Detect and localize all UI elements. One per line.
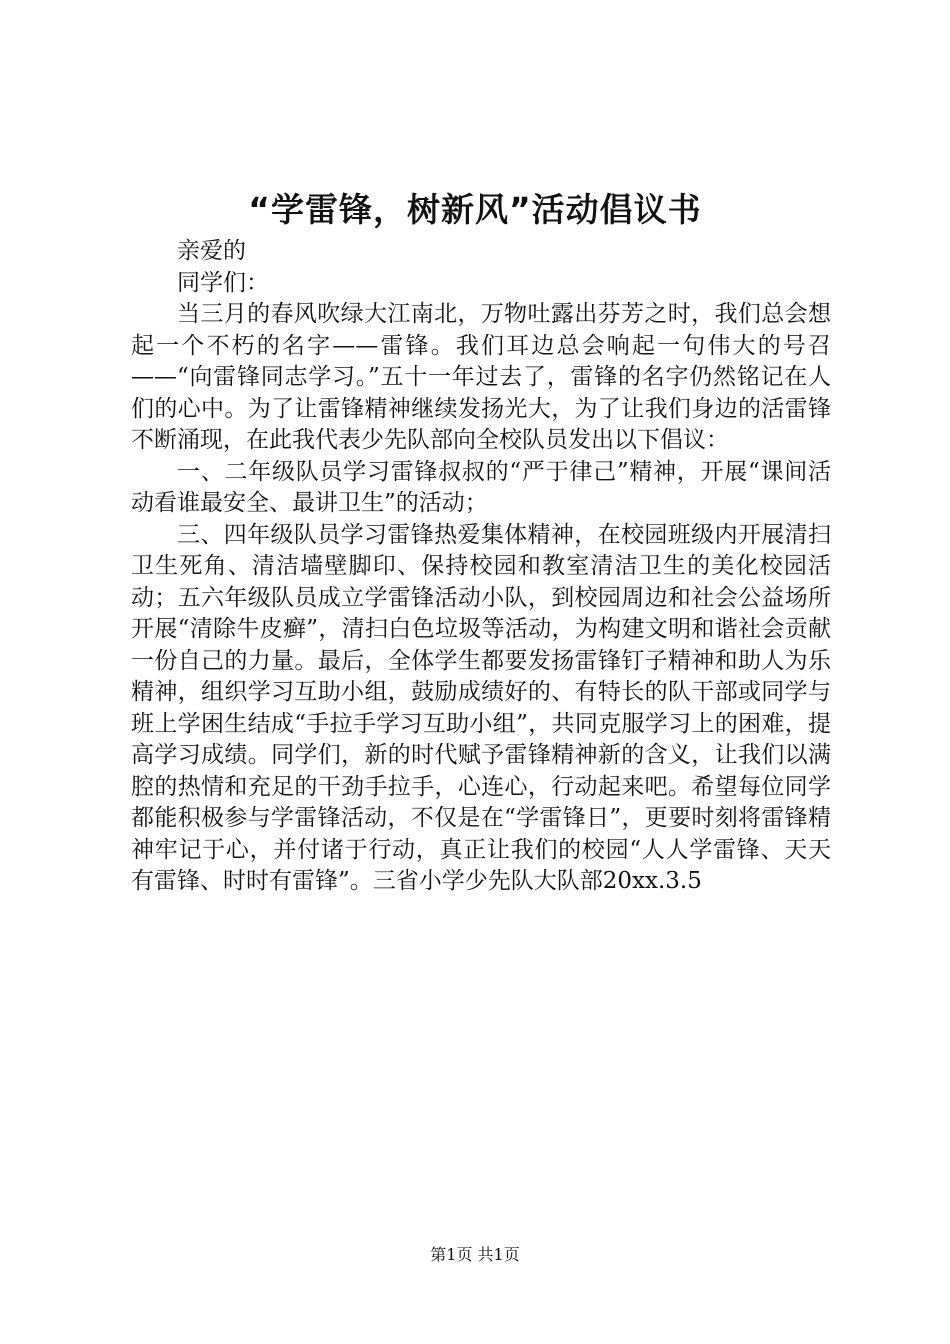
- paragraph-intro: 当三月的春风吹绿大江南北，万物吐露出芬芳之时，我们总会想起一个不朽的名字——雷锋。我们耳边总会响起一句伟大的号召——“向雷锋同志学习。”五十一年过去了，雷锋的名字仍然铭记在人们的心中。为了让雷锋精神继续发扬光大，为了让我们身边的活雷锋不断涌现，在此我代表少先队部向全校队员发出以下倡议：: [131, 301, 831, 453]
- salutation-line-1: 亲爱的: [177, 238, 246, 264]
- salutation-line-2: 同学们：: [177, 269, 269, 296]
- document-title: “学雷锋，树新风”活动倡议书: [248, 190, 702, 229]
- document-body: [131, 236, 831, 898]
- paragraph-initiative-1: 一、二年级队员学习雷锋叔叔的“严于律己”精神，开展“课间活动看谁最安全、最讲卫生”的活动；: [131, 458, 831, 516]
- page-number-footer: 第1页 共1页: [430, 1245, 520, 1264]
- paragraph-initiative-2: 三、四年级队员学习雷锋热爱集体精神，在校园班级内开展清扫卫生死角、清洁墙壁脚印、保持校园和教室清洁卫生的美化校园活动；五六年级队员成立学雷锋活动小队，到校园周边和社会公益场所开展“清除牛皮癣”，清扫白色垃圾等活动，为构建文明和谐社会贡献一份自己的力量。最后，全体学生都要发扬雷锋钉子精神和助人为乐精神，组织学习互助小组，鼓励成绩好的、有特长的队干部或同学与班上学困生结成“手拉手学习互助小组”，共同克服学习上的困难，提高学习成绩。同学们，新的时代赋予雷锋精神新的含义，让我们以满腔的热情和充足的干劲手拉手，心连心，行动起来吧。希望每位同学都能积极参与学雷锋活动，不仅是在“学雷锋日”，更要时刻将雷锋精神牢记于心，并付诸于行动，真正让我们的校园“人人学雷锋、天天有雷锋、时时有雷锋”。三省小学少先队大队部20xx.3.5: [131, 521, 831, 894]
